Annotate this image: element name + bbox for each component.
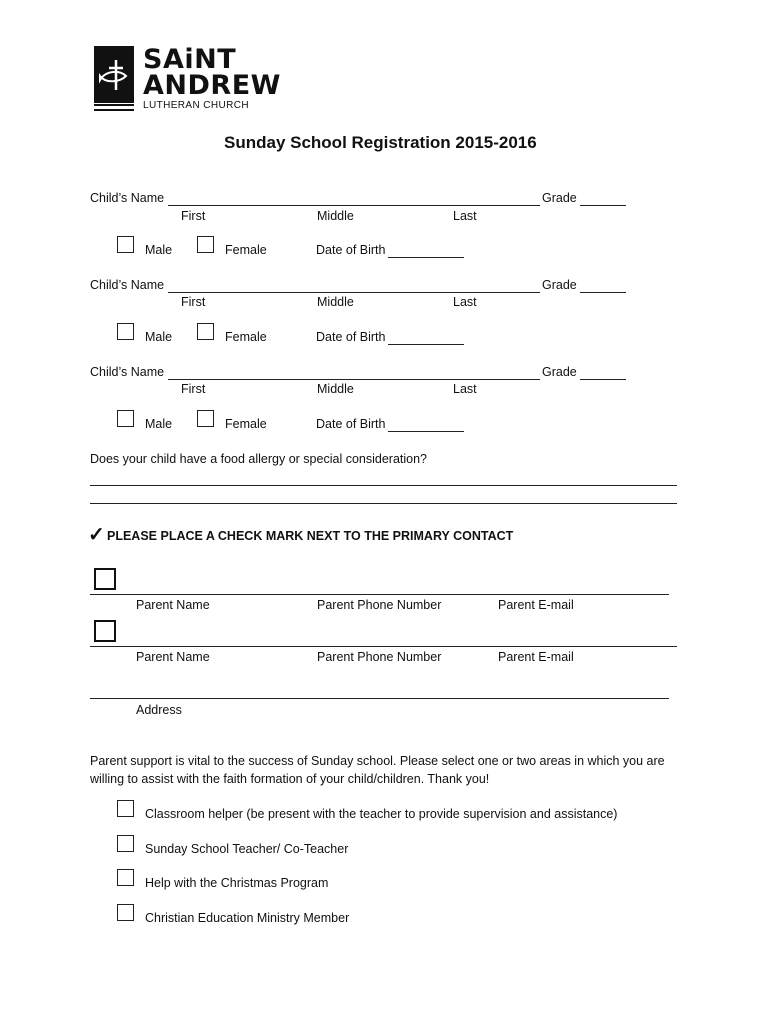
grade-label: Grade — [542, 365, 577, 379]
logo-andrew: ANDREW — [143, 70, 281, 101]
support-checkbox[interactable] — [117, 835, 134, 852]
last-label: Last — [453, 209, 477, 223]
child-name-field[interactable] — [168, 292, 540, 293]
female-label: Female — [225, 243, 267, 257]
parent-phone-label: Parent Phone Number — [317, 598, 442, 612]
female-checkbox[interactable] — [197, 323, 214, 340]
support-checkbox[interactable] — [117, 869, 134, 886]
logo-saint: SAiNT — [143, 44, 237, 75]
first-label: First — [181, 209, 206, 223]
logo-rule — [94, 109, 134, 111]
grade-field[interactable] — [580, 379, 626, 380]
female-label: Female — [225, 417, 267, 431]
dob-label: Date of Birth — [316, 243, 386, 257]
first-label: First — [181, 382, 206, 396]
first-label: First — [181, 295, 206, 309]
parent-email-label: Parent E-mail — [498, 650, 574, 664]
male-label: Male — [145, 243, 173, 257]
dob-label: Date of Birth — [316, 417, 386, 431]
parent-phone-label: Parent Phone Number — [317, 650, 442, 664]
child-name-label: Child’s Name — [90, 191, 165, 205]
support-option-label: Classroom helper (be present with the teacher to provide supervision and assistance) — [145, 807, 618, 821]
logo-rule — [94, 104, 134, 106]
primary-contact-checkbox[interactable] — [94, 620, 116, 642]
male-label: Male — [145, 417, 173, 431]
grade-label: Grade — [542, 191, 577, 205]
parent-name-label: Parent Name — [136, 598, 210, 612]
grade-field[interactable] — [580, 205, 626, 206]
page-title: Sunday School Registration 2015-2016 — [224, 133, 537, 152]
primary-contact-checkbox[interactable] — [94, 568, 116, 590]
middle-label: Middle — [317, 209, 354, 223]
fish-cross-icon — [94, 46, 134, 103]
male-checkbox[interactable] — [117, 323, 134, 340]
parent-email-label: Parent E-mail — [498, 598, 574, 612]
support-option-label: Christian Education Ministry Member — [145, 911, 350, 925]
address-field[interactable] — [90, 698, 669, 699]
dob-field[interactable] — [388, 257, 464, 258]
support-text-line-2: willing to assist with the faith formation of your child/children. Thank you! — [90, 772, 490, 786]
parent-info-field[interactable] — [90, 646, 677, 647]
middle-label: Middle — [317, 382, 354, 396]
logo-lutheran-church: LUTHERAN CHURCH — [143, 100, 250, 111]
female-checkbox[interactable] — [197, 236, 214, 253]
allergy-question: Does your child have a food allergy or special consideration? — [90, 452, 427, 466]
male-label: Male — [145, 330, 173, 344]
parent-info-field[interactable] — [90, 594, 669, 595]
male-checkbox[interactable] — [117, 236, 134, 253]
grade-field[interactable] — [580, 292, 626, 293]
female-checkbox[interactable] — [197, 410, 214, 427]
support-option-label: Help with the Christmas Program — [145, 876, 329, 890]
child-name-label: Child’s Name — [90, 365, 165, 379]
allergy-answer-line-2[interactable] — [90, 503, 677, 504]
child-name-field[interactable] — [168, 379, 540, 380]
male-checkbox[interactable] — [117, 410, 134, 427]
address-label: Address — [136, 703, 182, 717]
female-label: Female — [225, 330, 267, 344]
last-label: Last — [453, 382, 477, 396]
child-name-label: Child’s Name — [90, 278, 165, 292]
support-checkbox[interactable] — [117, 904, 134, 921]
primary-contact-instruction: PLEASE PLACE A CHECK MARK NEXT TO THE PRIMARY CONTACT — [107, 529, 514, 543]
dob-field[interactable] — [388, 431, 464, 432]
dob-label: Date of Birth — [316, 330, 386, 344]
dob-field[interactable] — [388, 344, 464, 345]
last-label: Last — [453, 295, 477, 309]
grade-label: Grade — [542, 278, 577, 292]
child-name-field[interactable] — [168, 205, 540, 206]
checkmark-icon: ✓ — [88, 524, 105, 546]
support-text-line-1: Parent support is vital to the success of Sunday school. Please select one or two areas in which you are — [90, 754, 665, 768]
support-option-label: Sunday School Teacher/ Co-Teacher — [145, 842, 349, 856]
middle-label: Middle — [317, 295, 354, 309]
support-checkbox[interactable] — [117, 800, 134, 817]
parent-name-label: Parent Name — [136, 650, 210, 664]
allergy-answer-line-1[interactable] — [90, 485, 677, 486]
